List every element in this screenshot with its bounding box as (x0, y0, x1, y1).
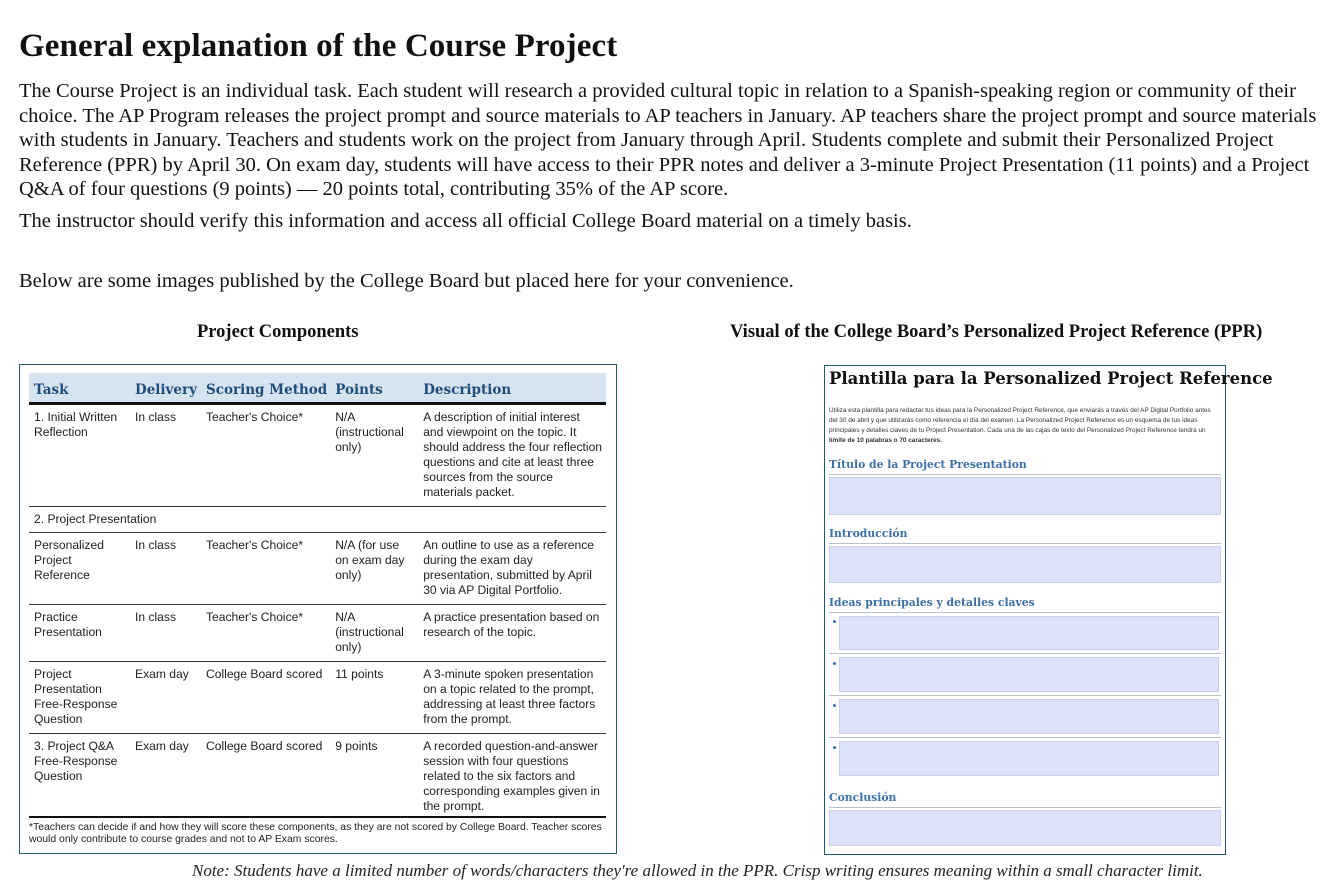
cell-delivery: In class (130, 604, 201, 661)
bullet-icon (833, 662, 836, 665)
ppr-template-image (824, 365, 1273, 855)
ppr-divider (829, 474, 1221, 475)
cell-description: A practice presentation based on research of the topic. (418, 604, 606, 661)
cell-task: Personalized Project Reference (29, 532, 130, 604)
ppr-divider (829, 653, 1221, 654)
ppr-label-ideas: Ideas principales y detalles claves (829, 596, 1035, 609)
table-row (29, 403, 606, 506)
cell-description: An outline to use as a reference during the exam day presentation, submitted by April 30 via AP Digital Portfolio. (418, 532, 606, 604)
table-section-row (29, 506, 606, 532)
header-points: Points (330, 373, 418, 403)
cell-task: Project Presentation Free-Response Question (29, 661, 130, 733)
project-components-image (19, 364, 617, 854)
cell-points: N/A (instructional only) (330, 604, 418, 661)
cell-delivery: Exam day (130, 661, 201, 733)
cell-task: 3. Project Q&A Free-Response Question (34, 738, 118, 783)
header-scoring-method: Scoring Method (201, 373, 330, 403)
header-delivery: Delivery (130, 373, 201, 403)
cell-scoring: College Board scored (206, 738, 323, 753)
table-header-row (29, 373, 606, 403)
cell-scoring: Teacher's Choice* (201, 403, 330, 506)
caption-ppr-visual: Visual of the College Board’s Personalized Project Reference (PPR) (730, 322, 1263, 342)
overview-paragraph: The Course Project is an individual task. Each student will research a provided cultural topic in relation to a Spanish-speaking region or community of their choice. The AP Program releases the project prompt and source materials to AP teachers in January. AP teachers share the project prompt and source materials with students in January. Teachers and students work on the project from January through April. Students complete and submit their Personalized Project Reference (PPR) by April 30. On exam day, students will have access to their PPR notes and deliver a 3-minute Project Presentation (11 points) and a Project Q&A of four questions (9 points) — 20 points total, contributing 35% of the AP score. (19, 80, 1317, 201)
ppr-instructions-limit: límite de 10 palabras o 70 caracteres. (829, 437, 942, 444)
ppr-divider (829, 695, 1221, 696)
table-footnote: *Teachers can decide if and how they will score these components, as they are not scored by College Board. Teacher scores would only contribute to course grades and not to AP Exam scores. (29, 816, 606, 847)
bullet-icon (833, 704, 836, 707)
ppr-divider (829, 543, 1221, 544)
ppr-idea-box-3 (839, 699, 1219, 734)
ppr-conclusion-box (829, 810, 1221, 846)
bullet-icon (833, 746, 836, 749)
ppr-instructions-text: Utiliza esta plantilla para redactar tus ideas para la Personalized Project Reference, que enviarás a través del AP Digital Portfolio antes del 30 de abril y que utilizarás como referencia el día del examen. La Personalized Project Reference es un esquema de tus ideas principales y detalles claves de tu Project Presentation. Cada una de las cajas de texto del Personalized Project Reference tendrá un (829, 407, 1211, 434)
table-row (29, 733, 606, 820)
ppr-idea-box-2 (839, 657, 1219, 692)
cell-description: A description of initial interest and viewpoint on the topic. It should address the four reflection questions and cite at least three sources from the source materials packet. (418, 403, 606, 506)
header-description: Description (418, 373, 606, 403)
ppr-label-title: Título de la Project Presentation (829, 458, 1027, 471)
ppr-divider (829, 807, 1221, 808)
ppr-divider (829, 737, 1221, 738)
cell-delivery: Exam day (135, 738, 189, 753)
ppr-intro-box (829, 546, 1221, 583)
ppr-title-box (829, 477, 1221, 515)
cell-delivery: In class (130, 532, 201, 604)
table-row (29, 532, 606, 604)
ppr-label-intro: Introducción (829, 527, 908, 540)
project-components-table (29, 373, 606, 820)
cell-description: A recorded question-and-answer session with four questions related to the six factors and corresponding examples given in the prompt. (423, 738, 601, 813)
images-intro: Below are some images published by the College Board but placed here for your convenience. (19, 270, 794, 292)
ppr-idea-box-4 (839, 741, 1219, 776)
cell-scoring: Teacher's Choice* (201, 532, 330, 604)
cell-points: 11 points (330, 661, 418, 733)
bottom-note: Note: Students have a limited number of words/characters they're allowed in the PPR. Crisp writing ensures meaning within a small character limit. (192, 861, 1203, 880)
cell-description: A 3-minute spoken presentation on a topic related to the prompt, addressing at least three factors from the prompt. (418, 661, 606, 733)
ppr-divider (829, 612, 1221, 613)
cell-scoring: College Board scored (201, 661, 330, 733)
caption-project-components: Project Components (197, 322, 359, 342)
header-task: Task (29, 373, 130, 403)
ppr-idea-box-1 (839, 616, 1219, 650)
ppr-title: Plantilla para la Personalized Project Reference (829, 369, 1273, 388)
cell-points: N/A (for use on exam day only) (330, 532, 418, 604)
cell-points: 9 points (335, 738, 378, 753)
table-row (29, 604, 606, 661)
cell-task: 1. Initial Written Reflection (29, 403, 130, 506)
page-title: General explanation of the Course Project (19, 28, 618, 64)
cell-section-title: 2. Project Presentation (29, 506, 606, 532)
cell-points: N/A (instructional only) (330, 403, 418, 506)
bullet-icon (833, 620, 836, 623)
cell-task: Practice Presentation (29, 604, 130, 661)
cell-scoring: Teacher's Choice* (201, 604, 330, 661)
cell-delivery: In class (130, 403, 201, 506)
table-row (29, 661, 606, 733)
ppr-label-conclusion: Conclusión (829, 791, 897, 804)
verification-note: The instructor should verify this information and access all official College Board material on a timely basis. (19, 210, 912, 232)
ppr-instructions (829, 406, 1221, 446)
